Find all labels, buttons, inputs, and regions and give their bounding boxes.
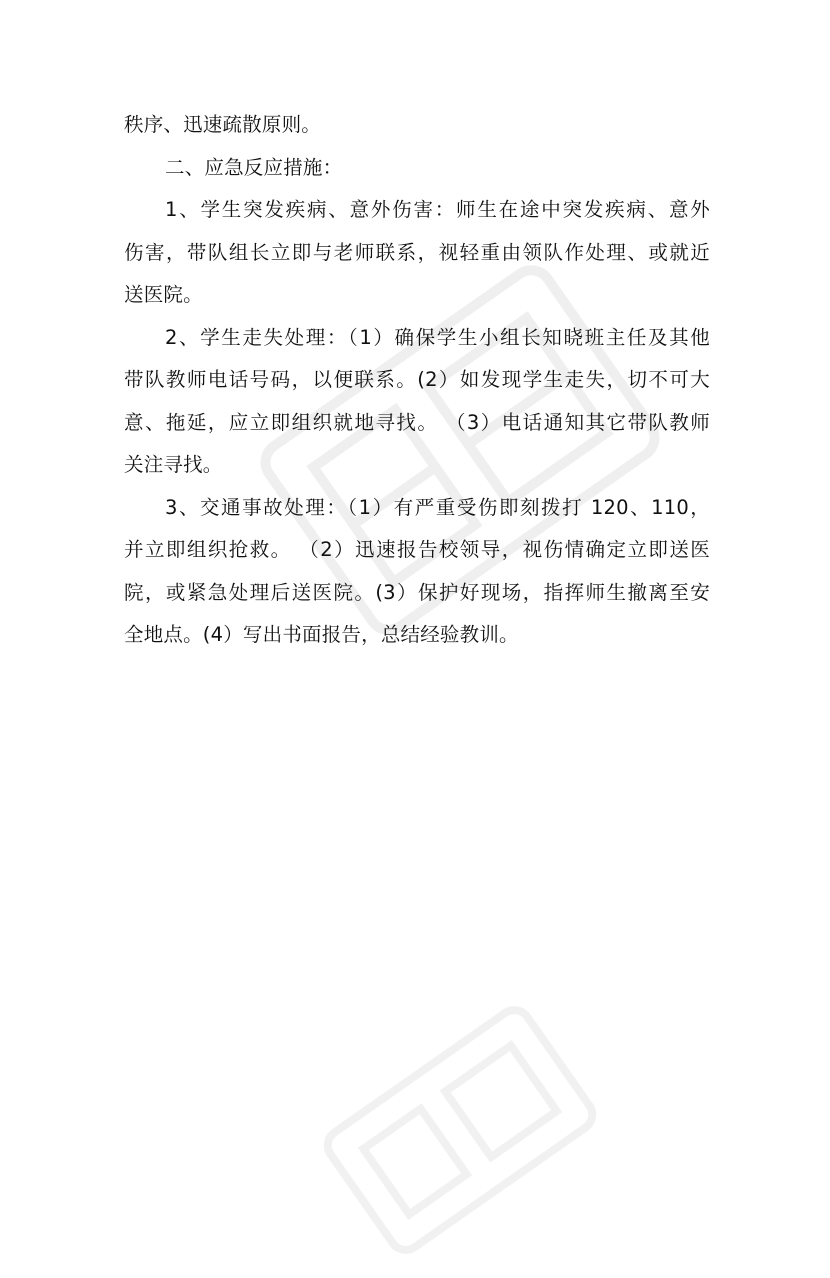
body-line: 秩序、迅速疏散原则。 [124, 113, 322, 136]
body-line: 并立即组织抢救。 （2）迅速报告校领导，视伤情确定立即送医 [124, 538, 710, 561]
body-line: 伤害，带队组长立即与老师联系，视轻重由领队作处理、或就近 [124, 240, 710, 264]
body-line: 1、学生突发疾病、意外伤害：师生在途中突发疾病、意外 [165, 198, 710, 221]
body-line: 意、拖延，应立即组织就地寻找。 （3）电话通知其它带队教师 [124, 410, 710, 434]
section-heading: 二、应急反应措施： [165, 155, 343, 179]
body-line: 关注寻找。 [124, 453, 223, 476]
body-line: 2、学生走失处理：（1）确保学生小组长知晓班主任及其他 [165, 325, 710, 349]
body-line: 全地点。(4）写出书面报告，总结经验教训。 [124, 623, 519, 646]
watermark-graphic-bottom [302, 982, 618, 1278]
document-body [124, 104, 710, 657]
body-line: 院，或紧急处理后送医院。(3）保护好现场，指挥师生撤离至安 [124, 580, 710, 604]
body-line: 3、交通事故处理：（1）有严重受伤即刻拨打 120、110， [165, 495, 710, 519]
body-line: 带队教师电话号码，以便联系。(2）如发现学生走失，切不可大 [124, 368, 710, 391]
body-line: 送医院。 [124, 283, 203, 306]
